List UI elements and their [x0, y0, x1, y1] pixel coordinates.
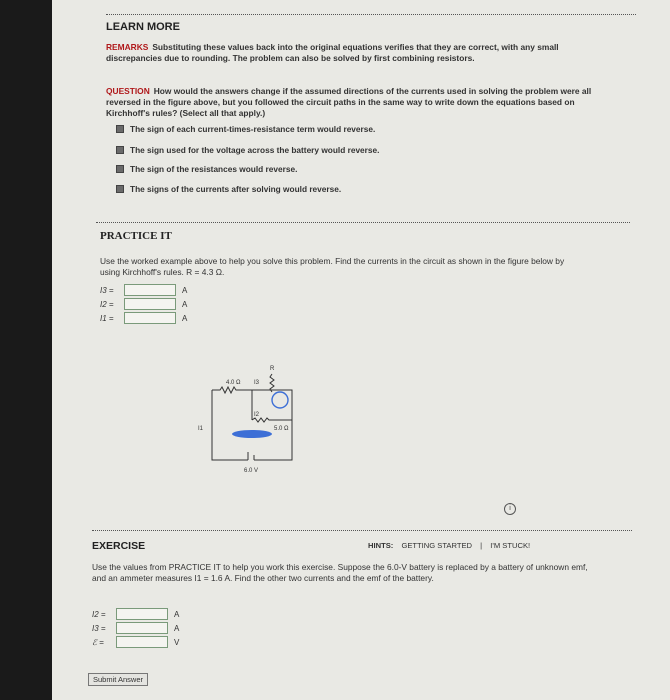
- option-3[interactable]: The sign of the resistances would reverse.: [116, 164, 297, 174]
- exercise-emf-input[interactable]: [116, 636, 168, 648]
- option-2[interactable]: The sign used for the voltage across the battery would reverse.: [116, 145, 379, 155]
- exercise-title: EXERCISE: [92, 540, 146, 552]
- divider: [96, 222, 630, 223]
- im-stuck-link[interactable]: I'M STUCK!: [490, 541, 531, 550]
- checkbox[interactable]: [116, 146, 124, 154]
- checkbox[interactable]: [116, 185, 124, 193]
- getting-started-link[interactable]: GETTING STARTED: [401, 541, 473, 550]
- r-label: R: [270, 366, 275, 372]
- battery-label: 6.0 V: [244, 468, 259, 474]
- learn-more-title: LEARN MORE: [106, 21, 180, 33]
- question-label: QUESTION: [106, 86, 150, 96]
- exercise-row-i2: I2 = A: [92, 609, 180, 619]
- divider: [92, 530, 632, 531]
- divider: [106, 14, 636, 15]
- exercise-row-i3: I3 = A: [92, 623, 180, 633]
- i2-label: I2: [254, 412, 260, 418]
- r2-label: 5.0 Ω: [274, 426, 289, 432]
- question-text: How would the answers change if the assumed directions of the currents used in solving the problem were all reversed in the figure above, but you followed the circuit paths in the same way to write down the equations based on Kirchhoff's rules? (Select all that apply.): [106, 86, 592, 118]
- page: [52, 0, 670, 700]
- remarks-label: REMARKS: [106, 42, 149, 52]
- i3-label: I3: [254, 380, 260, 386]
- exercise-i3-input[interactable]: [116, 622, 168, 634]
- option-4[interactable]: The signs of the currents after solving would reverse.: [116, 184, 341, 194]
- i1-input[interactable]: [124, 312, 176, 324]
- exercise-row-emf: ℰ = V: [92, 637, 180, 647]
- option-1[interactable]: The sign of each current-times-resistance term would reverse.: [116, 124, 375, 134]
- i1-label: I1: [198, 426, 204, 432]
- practice-title: PRACTICE IT: [100, 230, 172, 242]
- practice-text: Use the worked example above to help you solve this problem. Find the currents in the circuit as shown in the figure below by using Kirchhoff's rules. R = 4.3 Ω.: [100, 256, 565, 277]
- exercise-text: Use the values from PRACTICE IT to help you work this exercise. Suppose the 6.0-V battery is replaced by a battery of unknown emf, and an ammeter measures I1 = 1.6 A. Find the other two currents and the emf of the battery.: [92, 562, 588, 583]
- checkbox[interactable]: [116, 125, 124, 133]
- practice-row-i2: I2 = A: [100, 299, 188, 309]
- hints: HINTS: GETTING STARTED | I'M STUCK!: [368, 541, 531, 550]
- i3-input[interactable]: [124, 284, 176, 296]
- remarks-text: Substituting these values back into the original equations verifies that they are correct, with any small discrepancies due to rounding. The problem can also be solved by first combining resistors.: [106, 42, 559, 63]
- exercise-i2-input[interactable]: [116, 608, 168, 620]
- circuit-diagram: [192, 360, 312, 480]
- current-loop-arrow: [272, 392, 288, 408]
- checkbox[interactable]: [116, 165, 124, 173]
- current-loop-arrow: [232, 430, 272, 438]
- practice-row-i1: I1 = A: [100, 313, 188, 323]
- r1-label: 4.0 Ω: [226, 380, 241, 386]
- remarks: [106, 42, 606, 64]
- practice-row-i3: I3 = A: [100, 285, 188, 295]
- info-icon[interactable]: i: [504, 503, 516, 515]
- question: [106, 86, 606, 119]
- submit-answer-button[interactable]: Submit Answer: [88, 673, 148, 686]
- i2-input[interactable]: [124, 298, 176, 310]
